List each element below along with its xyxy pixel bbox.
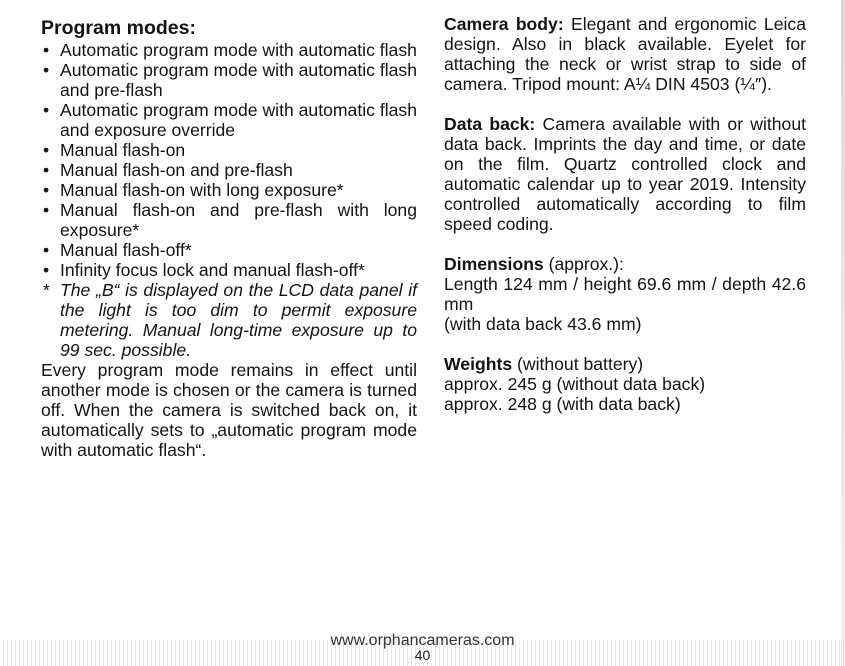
camera-body-section [444,14,806,94]
list-item: • Automatic program mode with automatic flash and pre-flash [41,60,417,100]
camera-body-text: Elegant and ergonomic Leica design. Also in black available. Eyelet for attaching the neck or wrist strap to side of camera. Tripod mount: A¼ DIN 4503 (¼″). [444,14,806,94]
weights-heading-line [444,354,806,374]
footnote-marker: * [43,280,50,300]
program-modes-heading: Program modes: [41,17,196,39]
dimensions-extra: (with data back 43.6 mm) [444,314,642,334]
dimensions-text: Length 124 mm / height 69.6 mm / depth 42.6 mm [444,274,806,314]
right-column [444,14,806,434]
list-item: • Manual flash-on with long exposure* [41,180,417,200]
dimensions-heading-line [444,254,806,274]
footnote [41,280,417,360]
list-item: • Manual flash-off* [41,240,417,260]
list-item: • Automatic program mode with automatic flash [41,40,417,60]
data-back-text: Camera available with or without data back. Imprints the day and time, or date on the film. Quartz controlled clock and automatic calendar up to year 2019. Intensity controlled automatically according to film speed coding. [444,114,806,234]
scan-right-edge [841,0,845,666]
program-modes-list [41,40,417,280]
dimensions-label: Dimensions [444,254,544,274]
left-column [41,14,417,460]
footer-url: www.orphancameras.com [330,632,515,649]
weight-line: approx. 248 g (with data back) [444,394,681,414]
weights-section [444,354,806,414]
data-back-label: Data back: [444,114,536,134]
list-item: • Manual flash-on and pre-flash [41,160,417,180]
weights-label: Weights [444,354,513,374]
weight-line: approx. 245 g (without data back) [444,374,706,394]
page-number: 40 [414,647,431,663]
list-item: • Manual flash-on [41,140,417,160]
weights-label-suffix: (without battery) [517,354,644,374]
camera-body-label: Camera body: [444,14,564,34]
dimensions-section [444,254,806,334]
program-mode-paragraph: Every program mode remains in effect until another mode is chosen or the camera is turned off. When the camera is switched back on, it automatically sets to „automatic program mode with automatic flash“. [41,360,417,460]
dimensions-label-suffix: (approx.): [548,254,624,274]
list-item: • Infinity focus lock and manual flash-off* [41,260,417,280]
data-back-section [444,114,806,234]
list-item: • Automatic program mode with automatic flash and exposure override [41,100,417,140]
footnote-text: The „B“ is displayed on the LCD data panel if the light is too dim to permit exposure metering. Manual long-time exposure up to 99 sec. possible. [60,280,417,360]
list-item: • Manual flash-on and pre-flash with long exposure* [41,200,417,240]
